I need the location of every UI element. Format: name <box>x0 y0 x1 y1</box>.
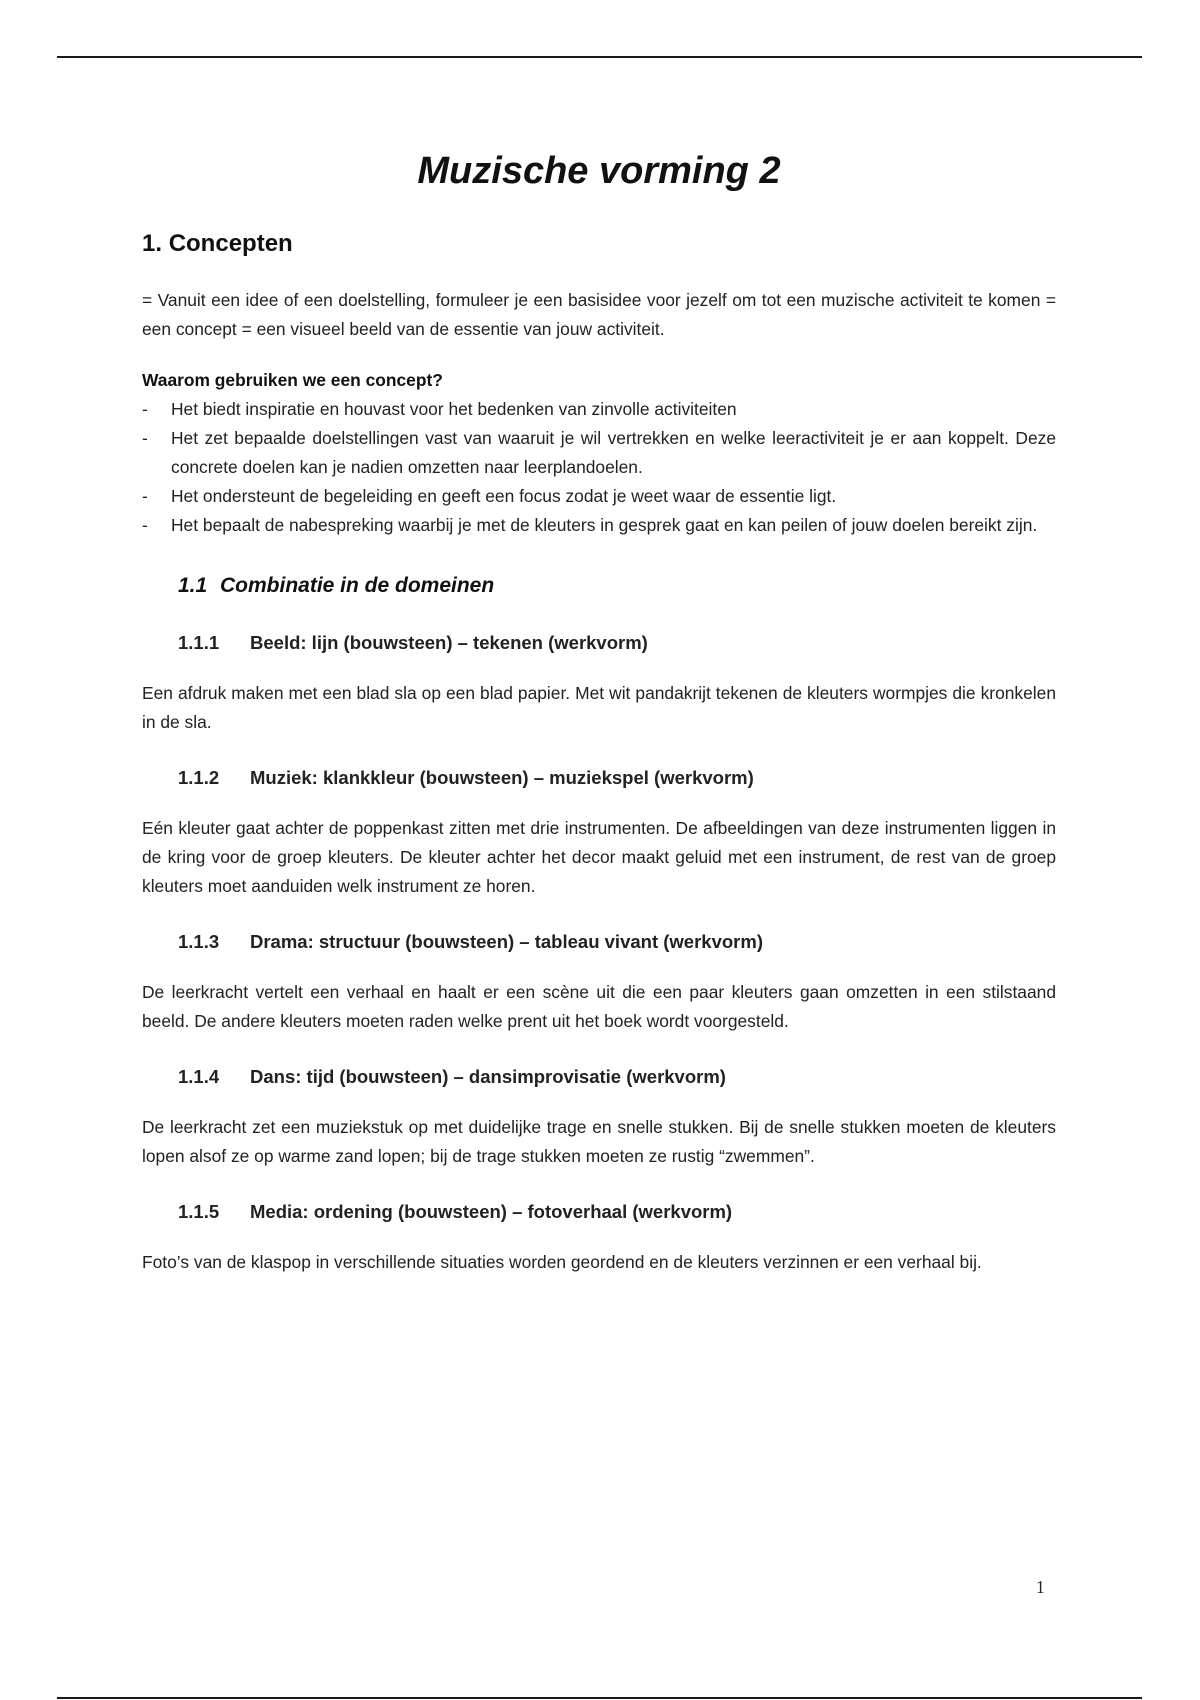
why-list <box>142 395 1056 540</box>
page-number: 1 <box>1036 1577 1045 1597</box>
item-heading-1-1-1 <box>178 628 1056 657</box>
dash-bullet: - <box>142 515 148 535</box>
item-title: Dans: tijd (bouwsteen) – dansimprovisatie (werkvorm) <box>250 1066 726 1087</box>
subsection-heading <box>178 570 1056 602</box>
item-heading-1-1-4 <box>178 1062 1056 1091</box>
document-title: Muzische vorming 2 <box>417 150 781 192</box>
item-text-1-1-1: Een afdruk maken met een blad sla op een blad papier. Met wit pandakrijt tekenen de kleuters wormpjes die kronkelen in de sla. <box>142 683 1056 732</box>
item-number: 1.1.1 <box>178 632 220 653</box>
list-item: - Het zet bepaalde doelstellingen vast van waaruit je wil vertrekken en welke leeractiviteit je er aan koppelt. Deze concrete doelen kan je nadien omzetten naar leerplandoelen. <box>142 424 1056 482</box>
dash-bullet: - <box>142 486 148 506</box>
item-heading-1-1-3 <box>178 927 1056 956</box>
item-text-1-1-2: Eén kleuter gaat achter de poppenkast zitten met drie instrumenten. De afbeeldingen van deze instrumenten liggen in de kring voor de groep kleuters. De kleuter achter het decor maakt geluid met een instrument, de rest van de groep kleuters moet aanduiden welk instrument ze horen. <box>142 818 1056 896</box>
item-title: Muziek: klankkleur (bouwsteen) – muziekspel (werkvorm) <box>250 767 754 788</box>
list-item: - Het ondersteunt de begeleiding en geeft een focus zodat je weet waar de essentie ligt. <box>142 482 1056 511</box>
subsection-number: 1.1 <box>178 574 208 597</box>
item-heading-1-1-5 <box>178 1197 1056 1226</box>
header-rule <box>57 56 1142 58</box>
section-intro: = Vanuit een idee of een doelstelling, formuleer je een basisidee voor jezelf om tot een muzische activiteit te komen = een concept = een visueel beeld van de essentie van jouw activiteit. <box>142 290 1056 339</box>
item-text-1-1-5: Foto’s van de klaspop in verschillende situaties worden geordend en de kleuters verzinnen er een verhaal bij. <box>142 1252 982 1272</box>
why-heading: Waarom gebruiken we een concept? <box>142 370 443 390</box>
section-number: 1. <box>142 230 163 257</box>
item-number: 1.1.3 <box>178 931 220 952</box>
section-title: Concepten <box>168 230 293 257</box>
item-number: 1.1.2 <box>178 767 220 788</box>
item-text-1-1-4: De leerkracht zet een muziekstuk op met duidelijke trage en snelle stukken. Bij de snelle stukken moeten de kleuters lopen alsof ze op warme zand lopen; bij de trage stukken moeten ze rustig “zwemmen”. <box>142 1117 1056 1166</box>
document-page <box>142 140 1056 1277</box>
item-title: Drama: structuur (bouwsteen) – tableau vivant (werkvorm) <box>250 931 763 952</box>
item-number: 1.1.4 <box>178 1066 220 1087</box>
list-item: - Het bepaalt de nabespreking waarbij je met de kleuters in gesprek gaat en kan peilen of jouw doelen bereikt zijn. <box>142 511 1056 540</box>
item-title: Beeld: lijn (bouwsteen) – tekenen (werkvorm) <box>250 632 648 653</box>
item-heading-1-1-2 <box>178 763 1056 792</box>
dash-bullet: - <box>142 399 148 419</box>
subsection-title: Combinatie in de domeinen <box>220 574 495 597</box>
item-title: Media: ordening (bouwsteen) – fotoverhaal (werkvorm) <box>250 1201 733 1222</box>
section-heading <box>142 228 1056 260</box>
item-text-1-1-3: De leerkracht vertelt een verhaal en haalt er een scène uit die een paar kleuters gaan omzetten in een stilstaand beeld. De andere kleuters moeten raden welke prent uit het boek wordt voorgesteld. <box>142 982 1056 1031</box>
list-item: - Het biedt inspiratie en houvast voor het bedenken van zinvolle activiteiten <box>142 395 1056 424</box>
footer-rule <box>57 1697 1142 1699</box>
dash-bullet: - <box>142 428 148 448</box>
item-number: 1.1.5 <box>178 1201 220 1222</box>
